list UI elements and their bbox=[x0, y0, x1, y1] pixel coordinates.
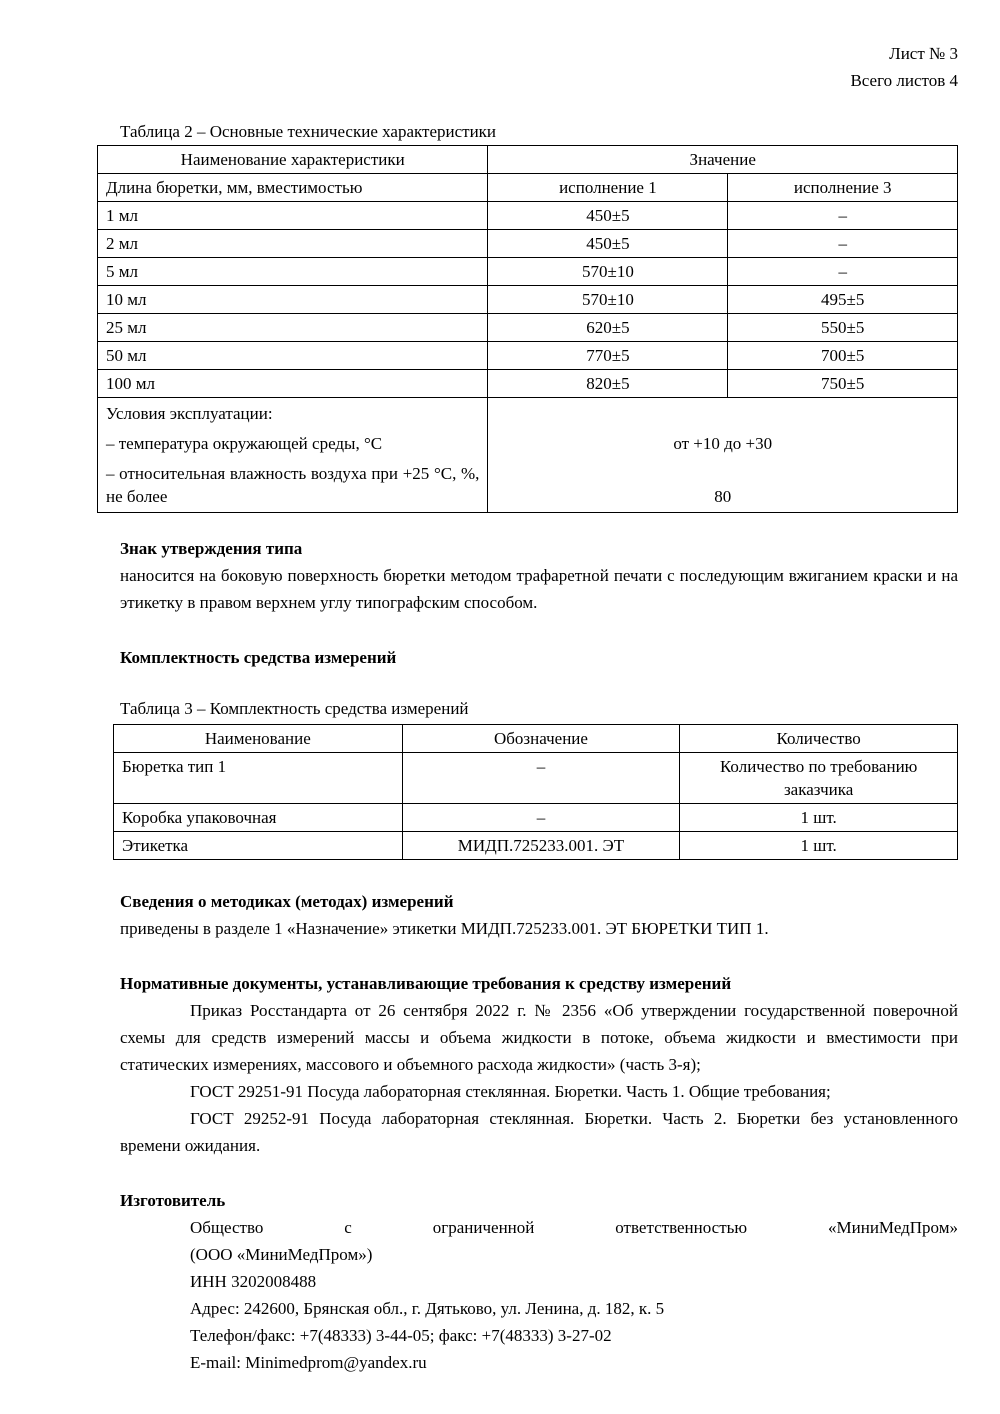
table3-completeness bbox=[113, 724, 958, 860]
table-row bbox=[98, 370, 958, 398]
row-value-1: 820±5 bbox=[488, 370, 728, 398]
table-row bbox=[114, 753, 958, 804]
table2-caption: Таблица 2 – Основные технические характеристики bbox=[120, 122, 497, 141]
row-value-2: – bbox=[728, 230, 958, 258]
approval-mark-heading: Знак утверждения типа bbox=[120, 539, 303, 558]
row-name: 50 мл bbox=[98, 342, 488, 370]
temperature-label: – температура окружающей среды, °С bbox=[106, 434, 383, 453]
row-value-2: 700±5 bbox=[728, 342, 958, 370]
manufacturer-inn: ИНН 3202008488 bbox=[190, 1272, 317, 1291]
item-quantity: 1 шт. bbox=[680, 832, 958, 860]
row-value-2: 495±5 bbox=[728, 286, 958, 314]
item-designation: – bbox=[402, 753, 680, 804]
row-name: 2 мл bbox=[98, 230, 488, 258]
manufacturer-block bbox=[190, 1214, 958, 1376]
item-quantity: 1 шт. bbox=[680, 804, 958, 832]
item-quantity: Количество по требованию заказчика bbox=[680, 753, 958, 804]
manufacturer-phone: Телефон/факс: +7(48333) 3-44-05; факс: +7(48333) 3-27-02 bbox=[190, 1326, 612, 1345]
table2-header-row bbox=[98, 146, 958, 174]
row-name: 25 мл bbox=[98, 314, 488, 342]
table2-subheader-row bbox=[98, 174, 958, 202]
table2-subheader-col2: исполнение 3 bbox=[728, 174, 958, 202]
normative-paragraph: Приказ Росстандарта от 26 сентября 2022 г. № 2356 «Об утверждении государственной поверочной схемы для средств измерений массы и объема жидкости в потоке, объема жидкости и вместимости при статических измерениях, массового и объемного расхода жидкости» (часть 3-я); bbox=[120, 1001, 958, 1074]
table3-header-row bbox=[114, 725, 958, 753]
sheet-number: Лист № 3 bbox=[889, 44, 958, 63]
humidity-value: 80 bbox=[714, 487, 732, 506]
humidity-label: – относительная влажность воздуха при +25 °С, %, не более bbox=[106, 464, 480, 506]
item-designation: – bbox=[402, 804, 680, 832]
operating-conditions-row bbox=[98, 398, 958, 513]
operating-conditions-values bbox=[488, 398, 958, 513]
table-row bbox=[114, 832, 958, 860]
row-value-1: 570±10 bbox=[488, 258, 728, 286]
row-name: 100 мл bbox=[98, 370, 488, 398]
operating-conditions-labels bbox=[98, 398, 488, 513]
table2-subheader-col1: исполнение 1 bbox=[488, 174, 728, 202]
item-name: Коробка упаковочная bbox=[114, 804, 403, 832]
manufacturer-short-name: (ООО «МиниМедПром») bbox=[190, 1245, 373, 1264]
table-row bbox=[98, 258, 958, 286]
page-header bbox=[97, 40, 958, 94]
completeness-heading: Комплектность средства измерений bbox=[120, 648, 397, 667]
row-value-1: 570±10 bbox=[488, 286, 728, 314]
table-row bbox=[98, 230, 958, 258]
item-name: Бюретка тип 1 bbox=[114, 753, 403, 804]
table-row bbox=[98, 314, 958, 342]
normative-docs-heading: Нормативные документы, устанавливающие требования к средству измерений bbox=[120, 974, 732, 993]
table-row bbox=[98, 342, 958, 370]
table2-technical-characteristics bbox=[97, 145, 958, 513]
table3-header-name: Наименование bbox=[114, 725, 403, 753]
row-value-1: 450±5 bbox=[488, 230, 728, 258]
item-designation: МИДП.725233.001. ЭТ bbox=[402, 832, 680, 860]
approval-mark-text: наносится на боковую поверхность бюретки методом трафаретной печати с последующим вжиганием краски и на этикетку в правом верхнем углу типографским способом. bbox=[120, 566, 958, 612]
table3-caption: Таблица 3 – Комплектность средства измерений bbox=[120, 699, 469, 718]
table-row bbox=[98, 286, 958, 314]
row-value-2: – bbox=[728, 258, 958, 286]
table-row bbox=[114, 804, 958, 832]
row-value-1: 620±5 bbox=[488, 314, 728, 342]
row-value-2: 750±5 bbox=[728, 370, 958, 398]
table2-header-value: Значение bbox=[488, 146, 958, 174]
row-value-2: 550±5 bbox=[728, 314, 958, 342]
normative-paragraph: ГОСТ 29251-91 Посуда лабораторная стеклянная. Бюретки. Часть 1. Общие требования; bbox=[190, 1082, 831, 1101]
item-name: Этикетка bbox=[114, 832, 403, 860]
table-row bbox=[98, 202, 958, 230]
normative-paragraph: ГОСТ 29252-91 Посуда лабораторная стеклянная. Бюретки. Часть 2. Бюретки без установленного времени ожидания. bbox=[120, 1109, 958, 1155]
row-name: 5 мл bbox=[98, 258, 488, 286]
table3-header-quantity: Количество bbox=[680, 725, 958, 753]
manufacturer-name: Общество с ограниченной ответственностью «МиниМедПром» bbox=[190, 1218, 958, 1237]
table2-subheader-name: Длина бюретки, мм, вместимостью bbox=[98, 174, 488, 202]
row-name: 1 мл bbox=[98, 202, 488, 230]
table2-header-name: Наименование характеристики bbox=[98, 146, 488, 174]
methods-text: приведены в разделе 1 «Назначение» этикетки МИДП.725233.001. ЭТ БЮРЕТКИ ТИП 1. bbox=[120, 919, 769, 938]
total-sheets: Всего листов 4 bbox=[850, 71, 958, 90]
row-value-1: 770±5 bbox=[488, 342, 728, 370]
conditions-title: Условия эксплуатации: bbox=[106, 404, 273, 423]
manufacturer-email: E-mail: Minimedprom@yandex.ru bbox=[190, 1353, 427, 1372]
row-value-1: 450±5 bbox=[488, 202, 728, 230]
row-value-2: – bbox=[728, 202, 958, 230]
methods-heading: Сведения о методиках (методах) измерений bbox=[120, 892, 454, 911]
table3-header-designation: Обозначение bbox=[402, 725, 680, 753]
temperature-value: от +10 до +30 bbox=[673, 434, 773, 453]
manufacturer-address: Адрес: 242600, Брянская обл., г. Дятьково, ул. Ленина, д. 182, к. 5 bbox=[190, 1299, 665, 1318]
row-name: 10 мл bbox=[98, 286, 488, 314]
manufacturer-heading: Изготовитель bbox=[120, 1191, 226, 1210]
